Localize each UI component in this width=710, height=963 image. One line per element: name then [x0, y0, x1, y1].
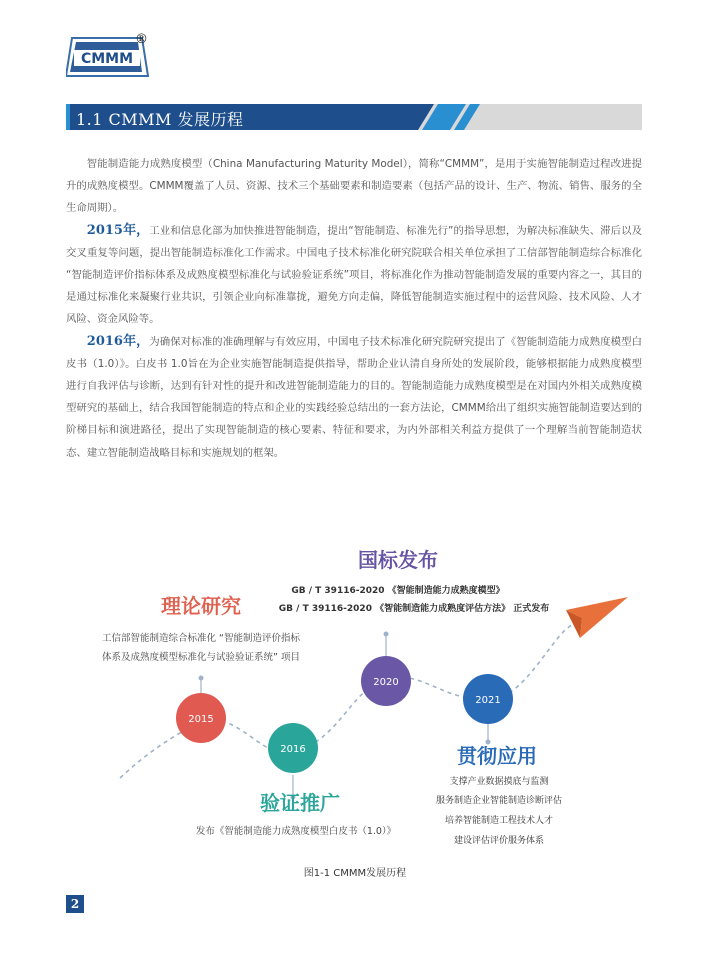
milestone-2015	[176, 693, 226, 743]
stage-title-theory: 理论研究	[161, 594, 241, 618]
milestone-2015-year: 2015	[188, 714, 214, 725]
stage-standard-line-1: GB / T 39116-2020 《智能制造能力成熟度模型》	[291, 586, 505, 596]
year-2015-label: 2015年，	[86, 222, 150, 238]
year-2016-label: 2016年，	[86, 333, 150, 349]
stage-standard-line-2: GB / T 39116-2020 《智能制造能力成熟度评估方法》 正式发布	[278, 604, 550, 614]
stage-title-validation: 验证推广	[260, 791, 340, 815]
section-title: 1.1 CMMM 发展历程	[76, 110, 244, 129]
milestone-2016-year: 2016	[280, 744, 306, 755]
stage-application-line-4: 建设评估评价服务体系	[453, 836, 545, 846]
page-number: 2	[66, 895, 84, 913]
stage-title-standard: 国标发布	[358, 548, 438, 572]
figure-caption: 图1-1 CMMM发展历程	[303, 868, 407, 879]
stage-application-line-3: 培养智能制造工程技术人才	[444, 816, 554, 826]
stage-theory-line-1: 工信部智能制造综合标准化 “智能制造评价指标	[102, 633, 300, 644]
milestone-2016	[268, 723, 318, 773]
logo-text: CMMM	[80, 51, 134, 67]
registered-mark: ®	[135, 32, 148, 47]
milestone-2020-year: 2020	[373, 677, 399, 688]
milestone-2021	[463, 674, 513, 724]
paragraph-2016-text: 为确保对标准的准确理解与有效应用，中国电子技术标准化研究院研究提出了《智能制造能力成熟度模型白皮书（1.0）》。白皮书 1.0旨在为企业实施智能制造提供指导，帮助企业认清自身所处的发展阶段，能够根据能力成熟度模型进行自我评估与诊断，达到有针对性的提升和改进智能制造能力的目的。智能制造能力成熟度模型是在对国内外相关成熟度模型研究的基础上，结合我国智能制造的特点和企业的实践经验总结出的一套方法论，CMMM给出了组织实施智能制造要达到的阶梯目标和演进路径，提出了实现智能制造的核心要素、特征和要求，为内外部相关利益方提供了一个理解当前智能制造状态、建立智能制造战略目标和实施规划的框架。	[66, 335, 642, 459]
stage-title-application: 贯彻应用	[457, 744, 537, 768]
stage-validation-line-1: 发布《智能制造能力成熟度模型白皮书（1.0）》	[195, 826, 397, 837]
milestone-2020	[361, 656, 411, 706]
paragraph-intro: 智能制造能力成熟度模型（China Manufacturing Maturity Model），简称“CMMM”，是用于实施智能制造过程改进提升的成熟度模型。CMMM覆盖了人员、资源、技术三个基础要素和制造要素（包括产品的设计、生产、物流、销售、服务的全生命周期）。	[66, 158, 642, 215]
stage-application-line-2: 服务制造企业智能制造诊断评估	[435, 796, 563, 806]
milestone-2021-year: 2021	[475, 695, 501, 706]
paragraph-2015-text: 工业和信息化部为加快推进智能制造，提出“智能制造、标准先行”的指导思想，为解决标准缺失、滞后以及交叉重复等问题，提出智能制造标准化工作需求。中国电子技术标准化研究院联合相关单位承担了工信部智能制造综合标准化 “智能制造评价指标体系及成熟度模型标准化与试验验证系统”项目，将标准化作为推动智能制造发展的重要内容之一，其目的是通过标准化来凝聚行业共识，引领企业向标准靠拢，避免方向走偏，降低智能制造实施过程中的运营风险、技术风险、人才风险、资金风险等。	[66, 224, 643, 326]
stage-theory-line-2: 体系及成熟度模型标准化与试验验证系统” 项目	[102, 652, 300, 663]
stage-application-line-1: 支撑产业数据摸底与监测	[449, 777, 549, 787]
